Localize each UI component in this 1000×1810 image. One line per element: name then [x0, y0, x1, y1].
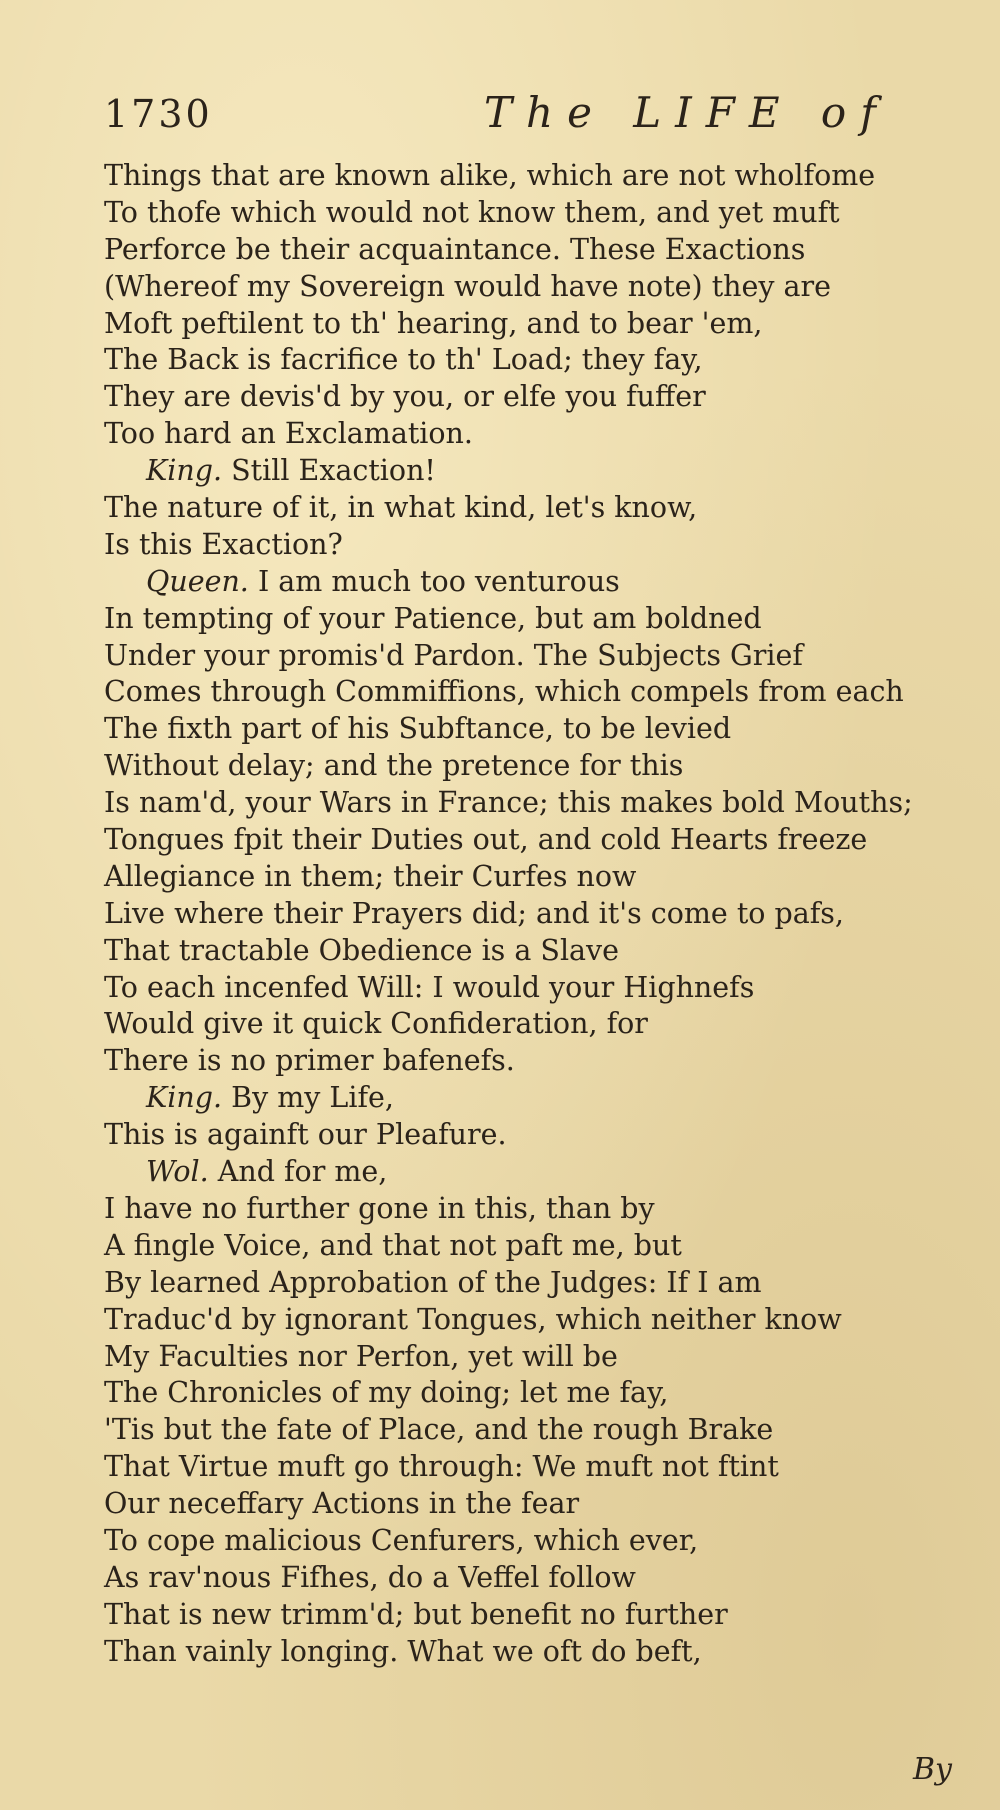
verse-line	[104, 1375, 984, 1412]
line-text: Is nam'd, your Wars in France; this makes bold Mouths;	[104, 786, 913, 820]
line-text: I am much too venturous	[257, 564, 620, 598]
page-header	[104, 84, 924, 144]
line-text: To cope malicious Cenfurers, which ever,	[104, 1523, 699, 1557]
line-text: Without delay; and the pretence for this	[104, 749, 684, 783]
verse-line	[104, 1191, 984, 1228]
line-text: By learned Approbation of the Judges: If I am	[104, 1265, 762, 1299]
line-text: Live where their Prayers did; and it's come to pafs,	[104, 896, 844, 930]
line-text: Tongues fpit their Duties out, and cold Hearts freeze	[104, 823, 868, 857]
verse-line	[104, 195, 984, 232]
verse-line	[104, 859, 984, 896]
speech-line	[104, 1154, 984, 1191]
line-text: There is no primer bafenefs.	[104, 1044, 515, 1078]
speaker-name: Wol.	[146, 1155, 209, 1189]
verse-line	[104, 970, 984, 1007]
line-text: Allegiance in them; their Curfes now	[104, 859, 637, 893]
verse-line	[104, 601, 984, 638]
speech-line	[104, 1080, 984, 1117]
verse-line	[104, 674, 984, 711]
running-title: The LIFE of	[484, 88, 890, 137]
verse-line	[104, 232, 984, 269]
line-text: Too hard an Exclamation.	[104, 417, 473, 451]
verse-line	[104, 527, 984, 564]
verse-line	[104, 1339, 984, 1376]
verse-line	[104, 1302, 984, 1339]
verse-line	[104, 416, 984, 453]
verse-line	[104, 638, 984, 675]
line-text: Still Exaction!	[231, 454, 436, 488]
line-text: Than vainly longing. What we oft do beft,	[104, 1634, 702, 1668]
line-text: That is new trimm'd; but benefit no further	[104, 1597, 728, 1631]
line-text: Things that are known alike, which are not wholfome	[104, 159, 876, 192]
line-text: By my Life,	[231, 1081, 394, 1115]
verse-line	[104, 748, 984, 785]
verse-line	[104, 1265, 984, 1302]
verse-line	[104, 1412, 984, 1449]
line-text: My Faculties nor Perfon, yet will be	[104, 1339, 618, 1373]
line-text: Would give it quick Confideration, for	[104, 1007, 648, 1041]
verse-line	[104, 1560, 984, 1597]
verse-line	[104, 1228, 984, 1265]
line-text: Traduc'd by ignorant Tongues, which neither know	[104, 1302, 842, 1336]
verse-line	[104, 896, 984, 933]
speaker-name: Queen.	[146, 564, 249, 598]
line-text: In tempting of your Patience, but am boldned	[104, 601, 762, 635]
verse-line	[104, 711, 984, 748]
verse-line	[104, 379, 984, 416]
line-text: To thofe which would not know them, and yet muft	[104, 195, 840, 229]
verse-line	[104, 1006, 984, 1043]
line-text: Perforce be their acquaintance. These Exactions	[104, 232, 806, 266]
verse-line	[104, 1486, 984, 1523]
verse-line	[104, 1043, 984, 1080]
verse-line	[104, 822, 984, 859]
verse-line	[104, 1597, 984, 1634]
line-text: A fingle Voice, and that not paft me, but	[104, 1228, 682, 1262]
verse-line	[104, 1117, 984, 1154]
speech-line	[104, 453, 984, 490]
line-text: The fixth part of his Subftance, to be levied	[104, 712, 732, 746]
line-text: The Back is facrifice to th' Load; they fay,	[104, 343, 703, 377]
speaker-name: King.	[146, 454, 223, 488]
line-text: I have no further gone in this, than by	[104, 1191, 655, 1225]
line-text: That tractable Obedience is a Slave	[104, 933, 620, 967]
line-text: Comes through Commiffions, which compels from each	[104, 675, 904, 709]
verse-line	[104, 1523, 984, 1560]
line-text: Our neceffary Actions in the fear	[104, 1487, 580, 1521]
line-text: And for me,	[217, 1155, 388, 1189]
line-text: Moft peftilent to th' hearing, and to bear 'em,	[104, 306, 763, 340]
verse-line	[104, 1449, 984, 1486]
speaker-name: King.	[146, 1081, 223, 1115]
catchword: By	[913, 1752, 952, 1787]
line-text: To each incenfed Will: I would your Highnefs	[104, 970, 755, 1004]
verse-line	[104, 785, 984, 822]
line-text: The Chronicles of my doing; let me fay,	[104, 1376, 669, 1410]
verse-line	[104, 933, 984, 970]
line-text: The nature of it, in what kind, let's know,	[104, 491, 698, 525]
line-text: They are devis'd by you, or elfe you fuffer	[104, 380, 706, 414]
line-text: This is againft our Pleafure.	[104, 1118, 507, 1152]
speech-line	[104, 564, 984, 601]
line-text: That Virtue muft go through: We muft not ftint	[104, 1450, 779, 1484]
verse-line	[104, 342, 984, 379]
line-text: Under your promis'd Pardon. The Subjects Grief	[104, 638, 803, 672]
line-text: 'Tis but the fate of Place, and the rough Brake	[104, 1413, 774, 1447]
verse-line	[104, 158, 984, 195]
page-number: 1730	[104, 92, 213, 136]
verse-line	[104, 490, 984, 527]
verse-text	[104, 158, 984, 1671]
verse-line	[104, 269, 984, 306]
verse-line	[104, 1634, 984, 1671]
line-text: As rav'nous Fifhes, do a Veffel follow	[104, 1560, 636, 1594]
verse-line	[104, 306, 984, 343]
line-text: (Whereof my Sovereign would have note) they are	[104, 269, 832, 303]
line-text: Is this Exaction?	[104, 527, 343, 561]
